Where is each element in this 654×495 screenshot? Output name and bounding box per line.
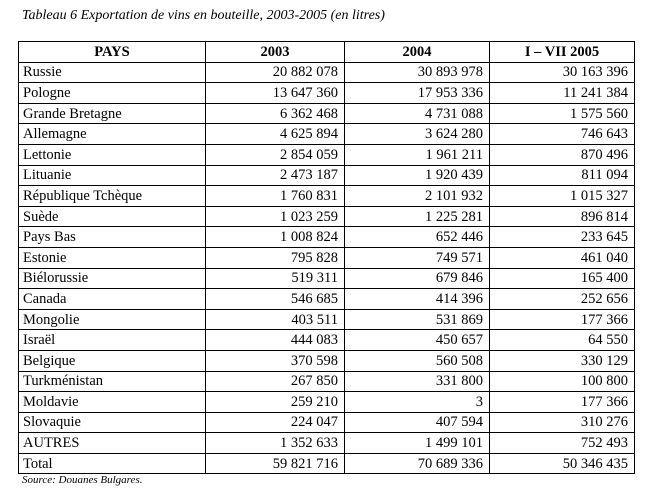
cell-value-2004: 3 <box>345 392 490 413</box>
cell-value-2003: 224 047 <box>206 412 345 433</box>
table-row <box>19 309 635 330</box>
cell-value-2004: 1 225 281 <box>345 206 490 227</box>
cell-value-2003: 370 598 <box>206 350 345 371</box>
cell-value-2003: 1 760 831 <box>206 186 345 207</box>
cell-value-2003: 20 882 078 <box>206 62 345 83</box>
table-row <box>19 412 635 433</box>
cell-value-2003: 267 850 <box>206 371 345 392</box>
cell-value-2003: 6 362 468 <box>206 103 345 124</box>
cell-value-2004: 30 893 978 <box>345 62 490 83</box>
table-row <box>19 330 635 351</box>
cell-country: Estonie <box>19 247 206 268</box>
cell-value-2003: 795 828 <box>206 247 345 268</box>
table-row <box>19 350 635 371</box>
cell-country: Suède <box>19 206 206 227</box>
cell-value-2005: 252 656 <box>490 289 635 310</box>
cell-value-2005: 177 366 <box>490 392 635 413</box>
table-row <box>19 247 635 268</box>
cell-value-2004: 1 499 101 <box>345 433 490 454</box>
cell-value-2005: 64 550 <box>490 330 635 351</box>
table-container <box>18 41 634 474</box>
table-row <box>19 371 635 392</box>
cell-value-2005: 752 493 <box>490 433 635 454</box>
table-row <box>19 289 635 310</box>
cell-value-2004: 70 689 336 <box>345 453 490 474</box>
cell-value-2004: 407 594 <box>345 412 490 433</box>
cell-value-2003: 1 023 259 <box>206 206 345 227</box>
cell-value-2003: 4 625 894 <box>206 124 345 145</box>
table-row <box>19 433 635 454</box>
cell-country: République Tchèque <box>19 186 206 207</box>
cell-value-2005: 50 346 435 <box>490 453 635 474</box>
cell-value-2003: 2 854 059 <box>206 144 345 165</box>
cell-country: Moldavie <box>19 392 206 413</box>
cell-value-2004: 4 731 088 <box>345 103 490 124</box>
header-cell-2005: I – VII 2005 <box>490 42 635 63</box>
cell-value-2003: 13 647 360 <box>206 83 345 104</box>
cell-country: Turkménistan <box>19 371 206 392</box>
cell-value-2003: 444 083 <box>206 330 345 351</box>
header-cell-country: PAYS <box>19 42 206 63</box>
cell-country: Biélorussie <box>19 268 206 289</box>
cell-value-2005: 233 645 <box>490 227 635 248</box>
cell-country: AUTRES <box>19 433 206 454</box>
cell-value-2003: 403 511 <box>206 309 345 330</box>
cell-value-2003: 1 352 633 <box>206 433 345 454</box>
cell-country: Canada <box>19 289 206 310</box>
cell-value-2004: 1 961 211 <box>345 144 490 165</box>
cell-value-2004: 652 446 <box>345 227 490 248</box>
cell-value-2004: 531 869 <box>345 309 490 330</box>
cell-value-2005: 870 496 <box>490 144 635 165</box>
cell-value-2004: 414 396 <box>345 289 490 310</box>
cell-value-2005: 811 094 <box>490 165 635 186</box>
cell-value-2005: 177 366 <box>490 309 635 330</box>
table-row <box>19 124 635 145</box>
cell-value-2005: 461 040 <box>490 247 635 268</box>
cell-value-2005: 11 241 384 <box>490 83 635 104</box>
cell-country: Israël <box>19 330 206 351</box>
cell-value-2004: 3 624 280 <box>345 124 490 145</box>
cell-country: Belgique <box>19 350 206 371</box>
cell-value-2003: 259 210 <box>206 392 345 413</box>
cell-country: Slovaquie <box>19 412 206 433</box>
cell-country: Russie <box>19 62 206 83</box>
cell-country: Allemagne <box>19 124 206 145</box>
cell-country: Grande Bretagne <box>19 103 206 124</box>
cell-value-2005: 100 800 <box>490 371 635 392</box>
cell-country: Pologne <box>19 83 206 104</box>
cell-value-2004: 679 846 <box>345 268 490 289</box>
cell-value-2005: 30 163 396 <box>490 62 635 83</box>
cell-value-2003: 519 311 <box>206 268 345 289</box>
table-row <box>19 206 635 227</box>
table-row <box>19 62 635 83</box>
header-cell-2003: 2003 <box>206 42 345 63</box>
table-row <box>19 392 635 413</box>
table-row <box>19 453 635 474</box>
cell-value-2004: 450 657 <box>345 330 490 351</box>
cell-value-2004: 331 800 <box>345 371 490 392</box>
cell-value-2005: 310 276 <box>490 412 635 433</box>
cell-country: Lituanie <box>19 165 206 186</box>
cell-value-2005: 896 814 <box>490 206 635 227</box>
table-row <box>19 186 635 207</box>
cell-value-2004: 1 920 439 <box>345 165 490 186</box>
table-caption: Tableau 6 Exportation de vins en bouteille, 2003-2005 (en litres) <box>22 8 385 23</box>
cell-value-2004: 2 101 932 <box>345 186 490 207</box>
table-row <box>19 165 635 186</box>
table-row <box>19 227 635 248</box>
cell-value-2005: 1 015 327 <box>490 186 635 207</box>
cell-value-2005: 1 575 560 <box>490 103 635 124</box>
table-row <box>19 103 635 124</box>
cell-value-2005: 330 129 <box>490 350 635 371</box>
cell-value-2004: 749 571 <box>345 247 490 268</box>
cell-value-2005: 165 400 <box>490 268 635 289</box>
cell-value-2003: 2 473 187 <box>206 165 345 186</box>
cell-value-2004: 17 953 336 <box>345 83 490 104</box>
table-row <box>19 83 635 104</box>
table-row <box>19 268 635 289</box>
cell-country: Lettonie <box>19 144 206 165</box>
cell-country: Mongolie <box>19 309 206 330</box>
header-row <box>19 42 635 63</box>
cell-value-2003: 1 008 824 <box>206 227 345 248</box>
cell-country: Pays Bas <box>19 227 206 248</box>
header-cell-2004: 2004 <box>345 42 490 63</box>
cell-value-2003: 546 685 <box>206 289 345 310</box>
source-note: Source: Douanes Bulgares. <box>22 474 143 486</box>
cell-value-2004: 560 508 <box>345 350 490 371</box>
table-row <box>19 144 635 165</box>
cell-value-2005: 746 643 <box>490 124 635 145</box>
export-table <box>18 41 635 474</box>
table-body <box>19 62 635 474</box>
cell-value-2003: 59 821 716 <box>206 453 345 474</box>
cell-country: Total <box>19 453 206 474</box>
